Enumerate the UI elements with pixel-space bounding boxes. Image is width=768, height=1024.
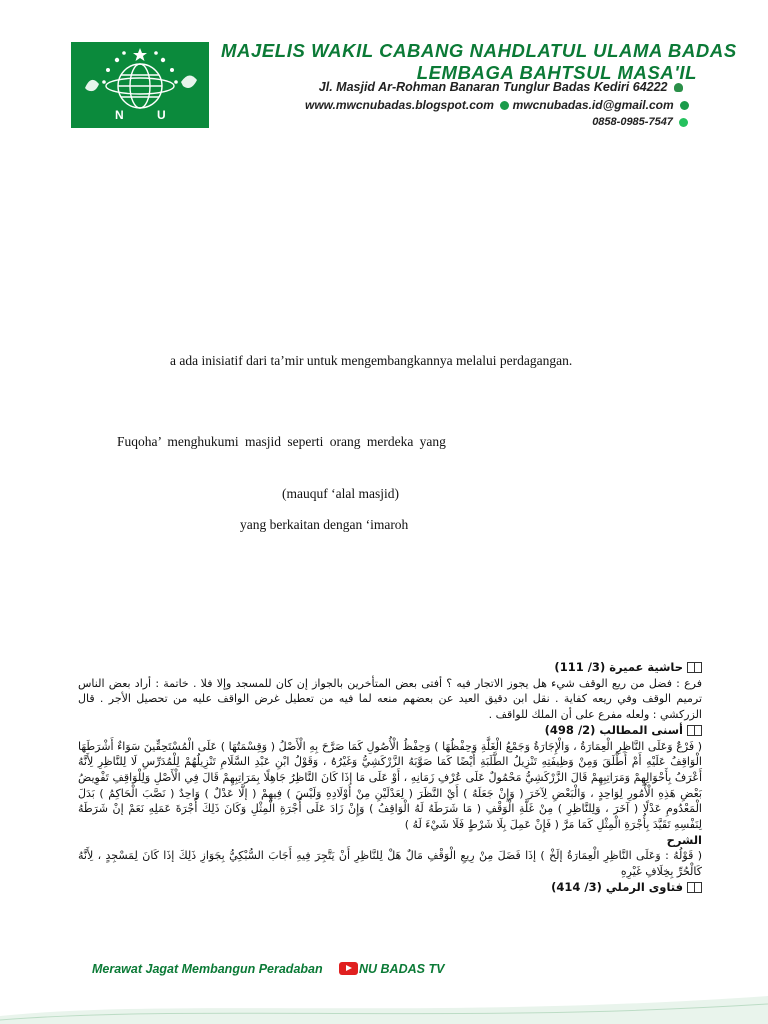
footer-wave-decoration: [0, 990, 768, 1024]
logo-letter-u: U: [157, 108, 166, 122]
location-pin-icon: [674, 83, 683, 92]
reference-text: فرع : فضل من ريع الوقف شيء هل يجوز الاتجار فيه ؟ أفتى بعض المتأخرين بالجواز إن كان للمسجد وإلا فلا . خاتمة : أراد بعض الناس ترميم الوقف وفي ريعه كفاية . نقل ابن دقيق العيد عن بعضهم منعه لما فيه من تعطيل غرض الواقف عليه من تحصيل الأجر . قال الزركشي : ولعله مفرع على أن الملك للواقف .: [78, 676, 702, 722]
book-icon: [687, 662, 702, 673]
reference-heading: [78, 660, 702, 676]
youtube-icon: [339, 962, 358, 975]
body-line-2: Fuqoha’ menghukumi masjid seperti orang merdeka yang: [117, 434, 446, 449]
email-icon: [680, 101, 689, 110]
book-icon: [687, 882, 702, 893]
whatsapp-icon: [679, 118, 688, 127]
reference-title: فتاوى الرملي (3/ 414): [551, 879, 683, 894]
contact-line: [279, 98, 689, 112]
body-line-3: (mauquf ‘alal masjid): [282, 486, 399, 501]
reference-heading: [78, 723, 702, 739]
commentary-heading: الشرح: [666, 832, 702, 847]
email-link[interactable]: mwcnubadas.id@gmail.com: [512, 98, 674, 112]
org-division: LEMBAGA BAHTSUL MASA'IL: [416, 62, 697, 83]
arabic-references: [78, 660, 702, 896]
body-line-1: a ada inisiatif dari ta’mir untuk mengembangkannya melalui perdagangan.: [170, 353, 573, 368]
logo-letter-n: N: [115, 108, 124, 122]
book-icon: [687, 725, 702, 736]
reference-title: أسنى المطالب (2/ 498): [544, 722, 683, 737]
body-line-4: yang berkaitan dengan ‘imaroh: [240, 517, 409, 532]
reference-text: ( فَرْعٌ وَعَلَى النَّاظِرِ الْعِمَارَةُ ، وَالْإِجَارَةُ وَجَمْعُ الْغَلَّةِ وَحِفْظُهَا ) وَحِفْظُ الْأُصُولِ كَمَا صَرَّحَ بِهِ الْأَصْلُ ( وَقِسْمَتُهَا ) عَلَى الْمُسْتَحِقِّينَ سَوَاءٌ أَشْرَطَهَا الْوَاقِفُ عَلَيْهِ أَمْ أَطْلَقَ وَمِنْ وَظِيفَتِهِ تَنْزِيلُ الطَّلَبَةِ أَيْضًا كَمَا صَوَّبَهُ الزَّرْكَشِيُّ وَغَيْرُهُ ، وَقَوْلُ ابْنِ عَبْدِ السَّلَامِ تَنْزِيلُهُمْ لِلْمُدَرِّسِ لَا لِلنَّاظِرِ لِأَنَّهُ أَعْرَفُ بِأَحْوَالِهِمْ وَمَرَاتِبِهِمْ قَالَ الزَّرْكَشِيُّ مَحْمُولٌ عَلَى عُرْفِ زَمَانِهِ ، أَوْ عَلَى مَا إذَا كَانَ النَّاظِرُ جَاهِلًا بِمَرَاتِبِهِمْ قَالَ فِي الْأَصْلِ وَلِلْوَاقِفِ تَفْوِيضُ بَعْضِ هَذِهِ الْأُمُورِ لِوَاحِدٍ ، وَالْبَعْضِ لِآخَرَ ( وَإِنْ جَعَلَهُ ) أَيْ النَّظَرَ ( لِعَدْلَيْنِ مِنْ أَوْلَادِهِ وَلَيْسَ ) فِيهِمْ ( إلَّا عَدْلٌ ) وَاحِدٌ ( نَصَّبَ الْحَاكِمُ ) بَدَلَ الْمَعْدُومِ عَدْلًا ( آخَرَ ، وَلِلنَّاظِرِ ) مِنْ غَلَّةِ الْوَقْفِ ( مَا شَرَطَهُ لَهُ الْوَاقِفُ ) وَإِنْ زَادَ عَلَى أُجْرَةِ الْمِثْلِ وَكَانَ ذَلِكَ أُجْرَةَ عَمَلِهِ نَعَمْ إنْ شَرَطَهُ لِنَفْسِهِ تَقَيَّدَ بِأُجْرَةِ الْمِثْلِ كَمَا مَرَّ ( فَإِنْ عَمِلَ بِلَا شَرْطٍ فَلَا شَيْءَ لَهُ ): [78, 739, 702, 832]
globe-icon: [500, 101, 509, 110]
phone-number: 0858-0985-7547: [592, 116, 673, 128]
address-text: Jl. Masjid Ar-Rohman Banaran Tunglur Badas Kediri 64222: [318, 80, 668, 94]
reference-heading: [78, 880, 702, 896]
nu-globe-logo-icon: [71, 42, 209, 128]
reference-title: حاشية عميرة (3/ 111): [554, 660, 683, 674]
phone-line: [560, 116, 688, 128]
address-line: [283, 80, 683, 94]
org-name: MAJELIS WAKIL CABANG NAHDLATUL ULAMA BADAS: [221, 40, 737, 61]
commentary-text: ( قَوْلُهُ : وَعَلَى النَّاظِرِ الْعِمَارَةُ إلَخْ ) إذَا فَضَلَ مِنْ رِيعِ الْوَقْفِ مَالٌ هَلْ لِلنَّاظِرِ أَنْ يَتَّجِرَ فِيهِ أَجَابَ السُّبْكِيُّ بِجَوَازِ ذَلِكَ إذَا كَانَ لِمَسْجِدٍ ، لِأَنَّهُ كَالْحُرِّ بِخِلَافِ غَيْرِهِ: [78, 849, 702, 879]
website-link[interactable]: www.mwcnubadas.blogspot.com: [304, 98, 494, 112]
footer-channel: NU BADAS TV: [359, 962, 445, 976]
nu-logo: [71, 42, 209, 128]
footer-tagline: Merawat Jagat Membangun Peradaban: [92, 962, 323, 976]
org-title: [221, 40, 737, 84]
